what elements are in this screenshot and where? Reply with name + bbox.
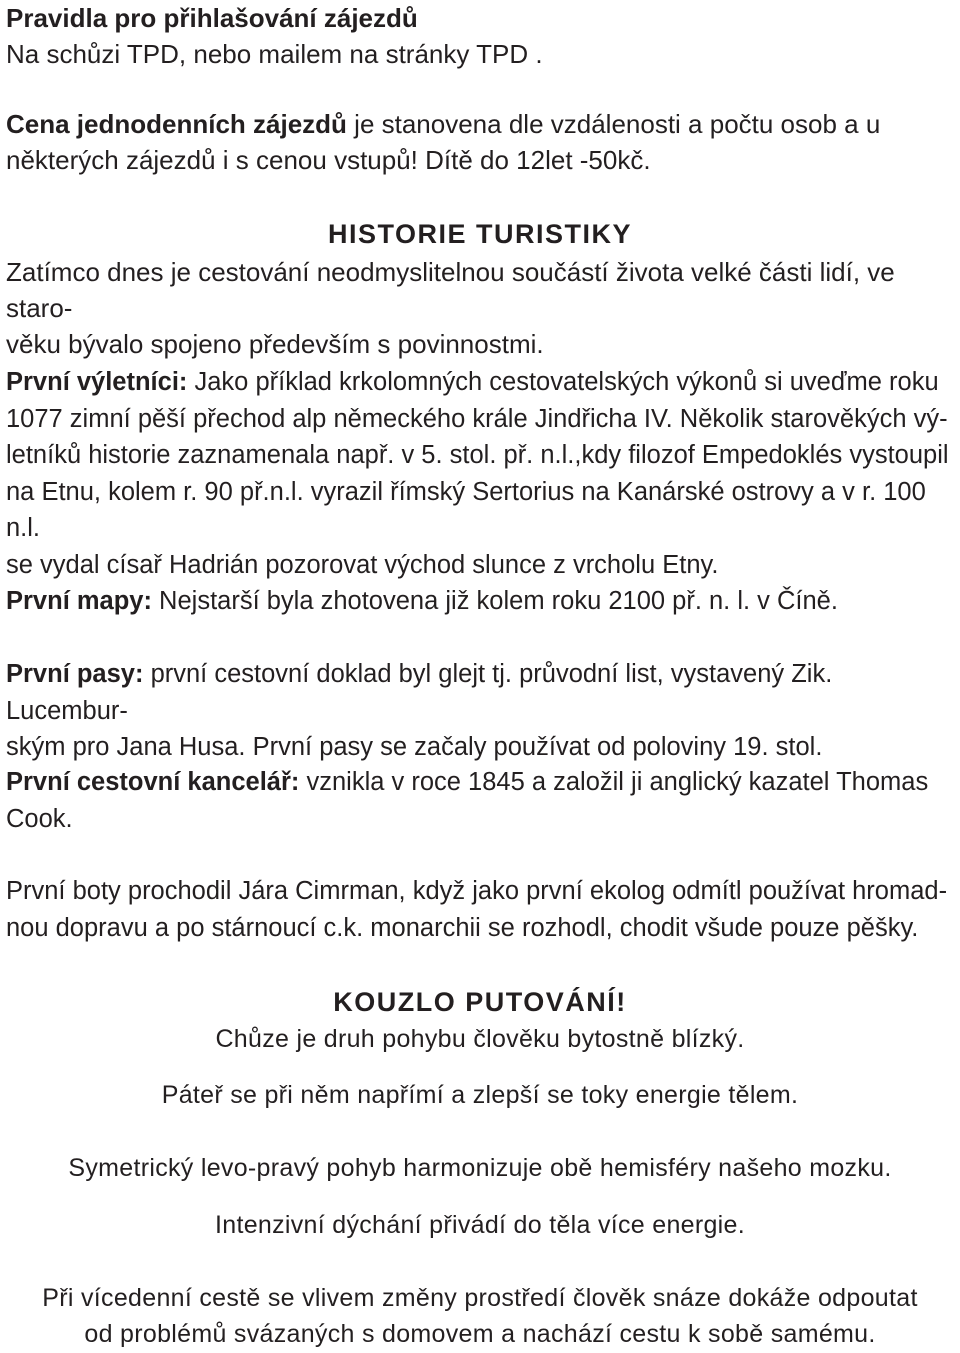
history-line1: Zatímco dnes je cestování neodmyslitelnou součástí života velké části lidí, ve staro- <box>6 257 895 323</box>
first-trips-section <box>6 364 956 583</box>
magic-line-3: Symetrický levo-pravý pohyb harmonizuje obě hemisféry našeho mozku. <box>68 1154 892 1182</box>
first-trips-line4: na Etnu, kolem r. 90 př.n.l. vyrazil římský Sertorius na Kanárské ostrovy a v r. 100 n.l. <box>6 477 926 542</box>
cimrman-line2: nou dopravu a po stárnoucí c.k. monarchii se rozhodl, chodit všude pouze pěšky. <box>6 913 919 942</box>
magic-line-4: Intenzivní dýchání přivádí do těla více energie. <box>215 1211 745 1239</box>
rules-line: Na schůzi TPD, nebo mailem na stránky TPD . <box>6 39 543 69</box>
first-trips-line5: se vydal císař Hadrián pozorovat východ slunce z vrcholu Etny. <box>6 550 719 579</box>
first-trips-line1: Jako příklad krkolomných cestovatelských výkonů si uveďme roku <box>187 368 939 396</box>
first-trips-line3: letníků historie zaznamenala např. v 5. stol. př. n.l.,kdy filozof Empedoklés vystoupil <box>6 441 949 469</box>
cimrman-section <box>6 873 956 946</box>
first-trips-label: První výletníci: <box>6 368 188 396</box>
first-passports-label: První pasy: <box>6 660 144 688</box>
price-line1: je stanovena dle vzdálenosti a počtu osob a u <box>346 109 881 139</box>
rules-section <box>6 0 956 72</box>
magic-line-2: Páteř se při něm napřímí a zlepší se toky energie tělem. <box>161 1081 799 1109</box>
first-agency-line2: Cook. <box>6 804 73 833</box>
first-trips-line2: 1077 zimní pěší přechod alp německého krále Jindřicha IV. Několik starověkých vý- <box>6 404 948 433</box>
history-heading: HISTORIE TURISTIKY <box>327 219 633 249</box>
first-maps-section <box>6 583 956 620</box>
history-line2: věku bývalo spojeno především s povinnostmi. <box>6 329 544 359</box>
magic-line-5a: Při vícedenní cestě se vlivem změny prostředí člověk snáze dokáže odpoutat <box>42 1284 918 1312</box>
first-agency-line1: vznikla v roce 1845 a založil ji anglický kazatel Thomas <box>299 768 929 796</box>
rules-title: Pravidla pro přihlašování zájezdů <box>6 3 418 33</box>
first-passports-section <box>6 656 956 766</box>
first-agency-label: První cestovní kancelář: <box>6 768 300 796</box>
cimrman-line1: První boty prochodil Jára Cimrman, když jako první ekolog odmítl používat hromad- <box>6 877 948 905</box>
first-maps-label: První mapy: <box>6 587 152 615</box>
history-section <box>6 254 956 362</box>
magic-line-5b: od problémů svázaných s domovem a nachází cestu k sobě samému. <box>84 1320 876 1348</box>
price-section <box>6 106 956 178</box>
magic-heading: KOUZLO PUTOVÁNÍ! <box>333 987 627 1017</box>
first-maps-text: Nejstarší byla zhotovena již kolem roku 2100 př. n. l. v Číně. <box>151 587 838 615</box>
first-passports-line1: první cestovní doklad byl glejt tj. průvodní list, vystavený Zik. Lucembur- <box>6 660 833 725</box>
price-bold: Cena jednodenních zájezdů <box>6 109 347 139</box>
price-line2: některých zájezdů i s cenou vstupů! Dítě do 12let -50kč. <box>6 145 651 175</box>
first-agency-section <box>6 764 956 837</box>
first-passports-line2: ským pro Jana Husa. První pasy se začaly používat od poloviny 19. stol. <box>6 733 823 761</box>
magic-line-1: Chůze je druh pohybu člověku bytostně blízký. <box>215 1025 745 1053</box>
